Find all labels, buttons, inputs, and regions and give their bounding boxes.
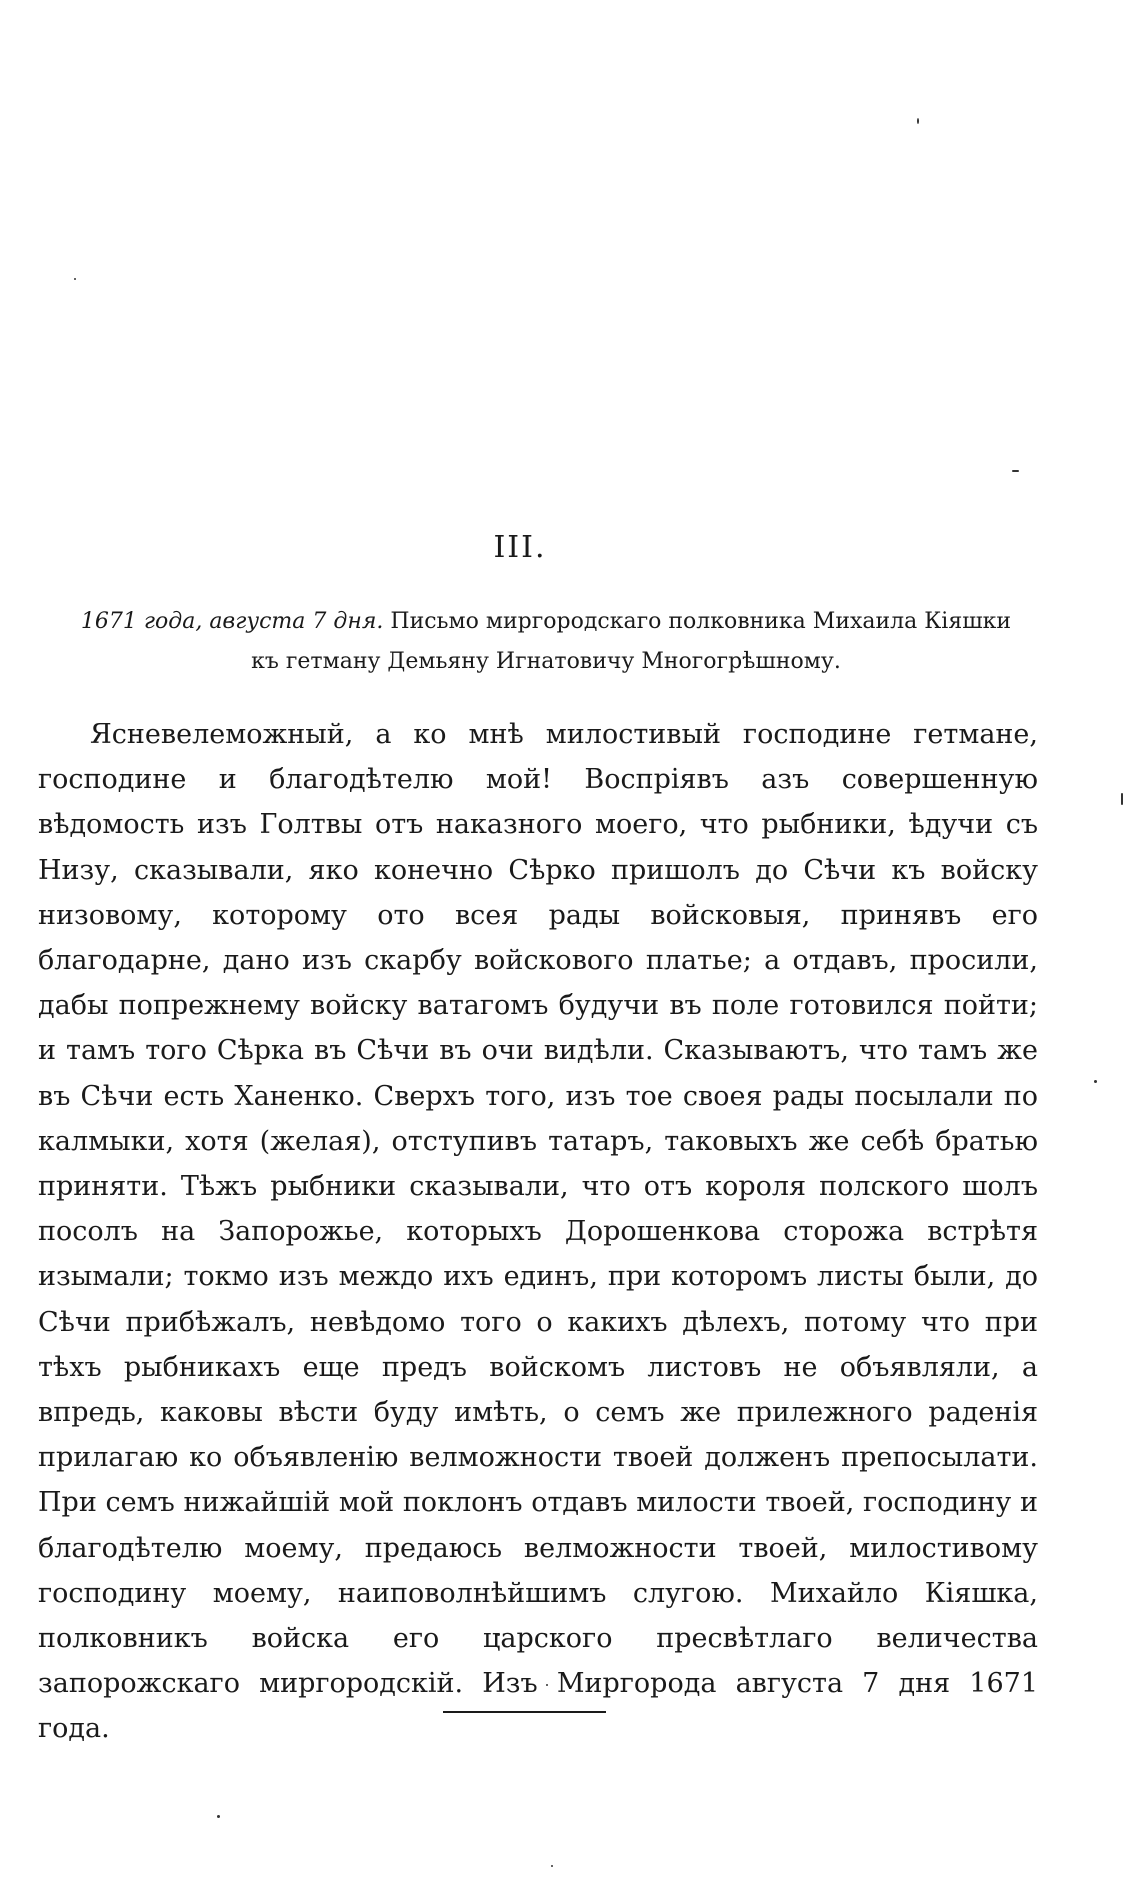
letter-body: Ясневелеможный, а ко мнѣ милостивый господине гетмане, господине и благодѣтелю мой! Воспріявъ азъ совершенную вѣдомость изъ Голтвы отъ наказного моего, что рыбники, ѣдучи съ Низу, сказывали, яко конечно Сѣрко пришолъ до Сѣчи къ войску низовому, которому ото всея рады войсковыя, принявъ его благодарне, дано изъ скарбу войскового платье; а отдавъ, просили, дабы попрежнему войску ватагомъ будучи въ поле готовился пойти; и тамъ того Сѣрка въ Сѣчи въ очи видѣли. Сказываютъ, что тамъ же въ Сѣчи есть Ханенко. Сверхъ того, изъ тое своея рады посылали по калмыки, хотя (желая), отступивъ татаръ, таковыхъ же себѣ братью приняти. Тѣжъ рыбники сказывали, что отъ короля полского шолъ посолъ на Запорожье, которыхъ Дорошенкова сторожа встрѣтя изымали; токмо изъ междо ихъ единъ, при которомъ листы были, до Сѣчи прибѣжалъ, невѣдомо того о какихъ дѣлехъ, потому что при тѣхъ рыбникахъ еще предъ войскомъ листовъ не объявляли, а впредь, каковы вѣсти буду имѣть, о семъ же прилежного раденія прилагаю ко объявленію велможности твоей долженъ препосылати. При семъ нижайшій мой поклонъ отдавъ милости твоей, господину и благодѣтелю моему, предаюсь велможности твоей, милостивому господину моему, наиповолнѣйшимъ слугою. Михайло Кіяшка, полковникъ войска его царского пресвѣтлаго величества запорожскаго миргородскій. Изъ Миргорода августа 7 дня 1671 года. <box>38 719 1038 1745</box>
print-speck <box>1121 793 1123 805</box>
heading-title-line1: Письмо миргородскаго полковника Михаила Кіяшки <box>390 609 1012 634</box>
closing-rule <box>443 1711 606 1713</box>
print-speck <box>1012 470 1019 472</box>
print-speck <box>551 1865 553 1867</box>
section-number: III. <box>493 530 547 565</box>
print-speck <box>217 1815 220 1818</box>
print-speck <box>917 118 919 124</box>
print-speck <box>74 278 76 280</box>
heading-title-line2: къ гетману Демьяну Игнатовичу Многогрѣшному. <box>251 649 841 674</box>
print-speck <box>1094 1080 1097 1083</box>
heading-date: 1671 года, августа 7 дня. <box>80 609 384 634</box>
letter-heading <box>38 602 1054 682</box>
